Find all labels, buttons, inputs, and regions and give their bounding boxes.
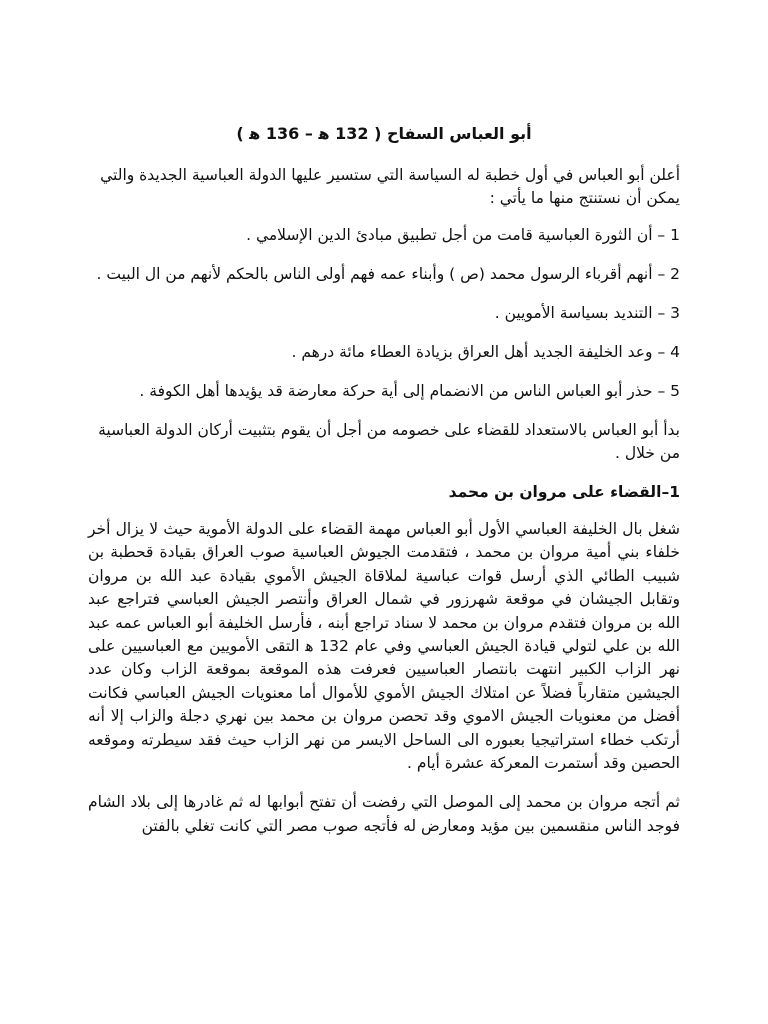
list-item: 1 – أن الثورة العباسية قامت من أجل تطبيق مبادئ الدين الإسلامي . <box>246 226 680 244</box>
list-item: 3 – التنديد بسياسة الأمويين . <box>494 304 680 322</box>
body-paragraph: ثم أتجه مروان بن محمد إلى الموصل التي رفضت أن تفتح أبوابها له ثم غادرها إلى بلاد الشام فوجد الناس منقسمين بين مؤيد ومعارض له فأتجه صوب مصر التي كانت تغلي بالفتن <box>88 793 680 835</box>
list-item: 5 – حذر أبو العباس الناس من الانضمام إلى أية حركة معارضة قد يؤيدها أهل الكوفة . <box>139 382 680 400</box>
body-paragraph: شغل بال الخليفة العباسي الأول أبو العباس مهمة القضاء على الدولة الأموية حيث لا يزال أخر خلفاء بني أمية مروان بن محمد ، فتقدمت الجيوش العباسية صوب العراق بقيادة قحطبة بن شبيب الطائي الذي أرسل قوات عباسية لملاقاة الجيش الأموي بقيادة عبد الله بن مروان وتقابل الجيشان في موقعة شهرزور في شمال العراق وأنتصر الجيش العباسي فتراجع عبد الله بن مروان فتقدم مروان بن محمد لا سناد تراجع أبنه ، فأرسل الخليفة أبو العباس عمه عبد الله بن علي لتولي قيادة الجيش العباسي وفي عام 132 ﻫ التقى الأمويين مع العباسيين على نهر الزاب الكبير انتهت بانتصار العباسيين فعرفت هذه الموقعة بموقعة الزاب وكان عدد الجيشين متقارباً فضلاً عن امتلاك الجيش الأموي للأموال أما معنويات الجيش العباسي فكانت أفضل من معنويات الجيش الاموي وقد تحصن مروان بن محمد بين نهري دجلة والزاب إلا أنه أرتكب خطاء استراتيجيا بعبوره الى الساحل الايسر من نهر الزاب حيث فقد سيطرته وموقعه الحصين وقد أستمرت المعركة عشرة أيام . <box>88 520 680 773</box>
document-page <box>88 122 680 854</box>
section-lead-paragraph: بدأ أبو العباس بالاستعداد للقضاء على خصومه من أجل أن يقوم بتثبيت أركان الدولة العباسية من خلال . <box>98 421 680 462</box>
section-heading: 1–القضاء على مروان بن محمد <box>448 483 680 501</box>
intro-paragraph: أعلن أبو العباس في أول خطبة له السياسة التي ستسير عليها الدولة العباسية الجديدة والتي يمكن أن نستنتج منها ما يأتي : <box>100 166 680 207</box>
document-title: أبو العباس السفاح ( 132 ﻫ – 136 ﻫ ) <box>236 124 532 143</box>
list-item: 2 – أنهم أقرباء الرسول محمد (ص ) وأبناء عمه فهم أولى الناس بالحكم لأنهم من ال البيت . <box>96 265 680 283</box>
list-item: 4 – وعد الخليفة الجديد أهل العراق بزيادة العطاء مائة درهم . <box>291 343 680 361</box>
